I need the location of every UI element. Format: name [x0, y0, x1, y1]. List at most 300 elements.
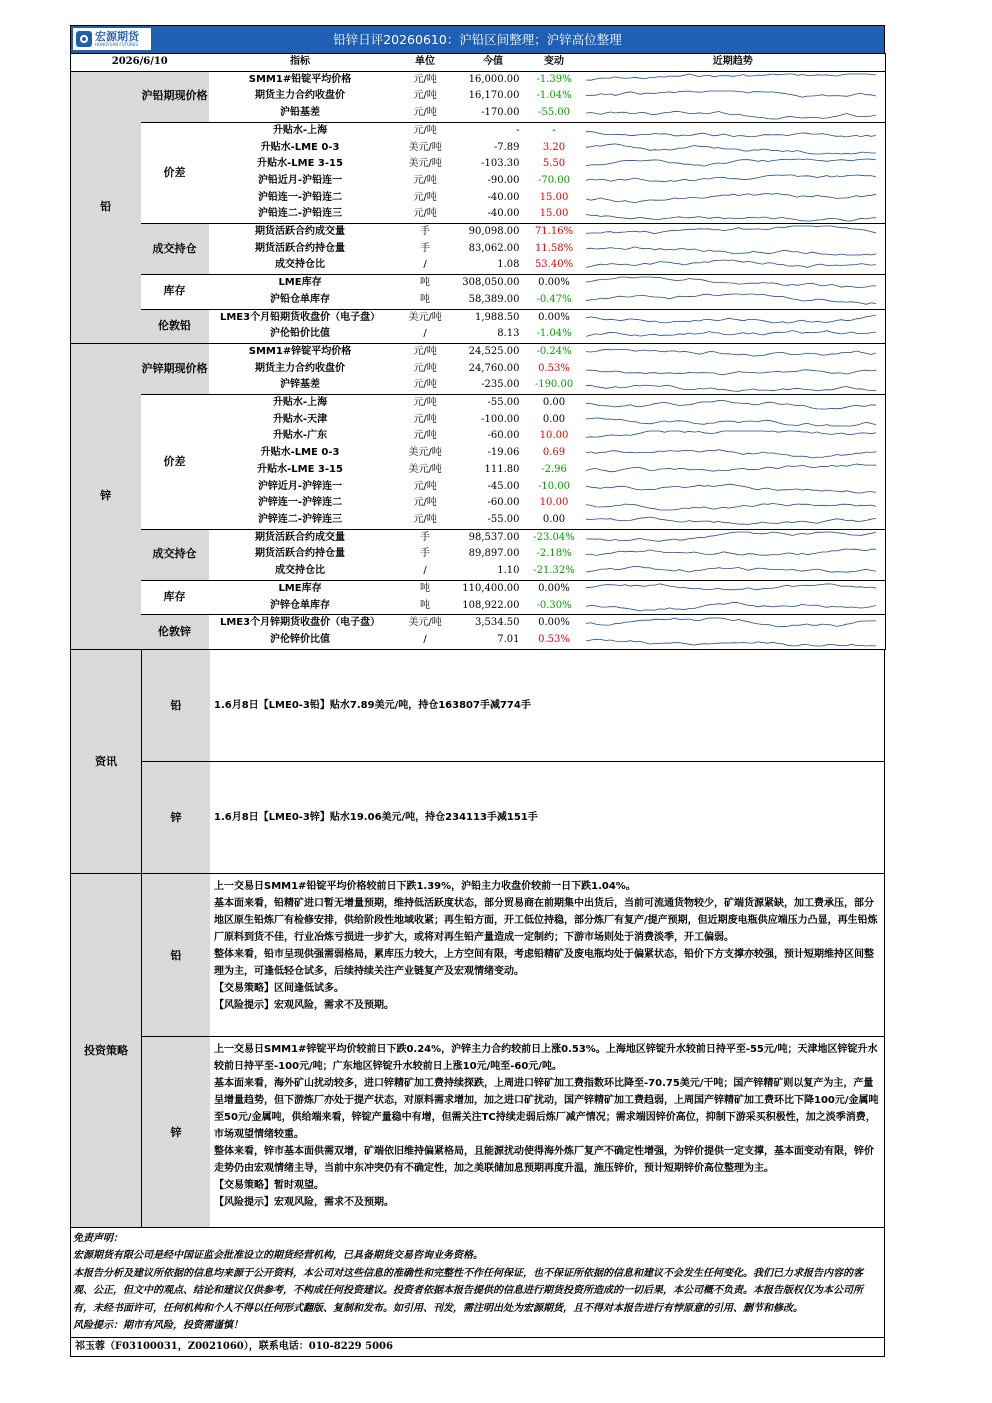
indicator-unit: /: [392, 257, 459, 274]
indicator-change: -: [552, 124, 556, 136]
trend-sparkline: [581, 140, 886, 157]
indicator-value: 7.01: [459, 632, 528, 649]
trend-sparkline: [581, 241, 886, 258]
table-row: [71, 122, 886, 139]
sparkline-chart: [581, 207, 881, 223]
indicator-name: 沪铅基差: [209, 105, 392, 122]
indicator-unit: 元/吨: [392, 512, 459, 529]
sparkline-chart: [581, 89, 881, 105]
table-row: [71, 580, 886, 597]
trend-sparkline: [581, 529, 886, 546]
indicator-name: 期货活跃合约持仓量: [255, 548, 346, 560]
sparkline-line: [586, 277, 876, 287]
indicator-change: -21.32%: [528, 563, 581, 580]
trend-sparkline: [581, 412, 886, 429]
indicator-value: -55.00: [487, 397, 520, 409]
indicator-value: 24,760.00: [468, 362, 520, 374]
indicator-name: 升贴水-LME 0-3: [260, 141, 340, 153]
trend-sparkline: [581, 361, 886, 378]
indicator-name: 成交持仓比: [209, 563, 392, 580]
indicator-name: 升贴水-广东: [272, 430, 328, 442]
indicator-name: LME库存: [278, 277, 322, 289]
indicator-name: SMM1#锌锭平均价格: [248, 345, 352, 357]
indicator-unit: 手: [420, 548, 431, 560]
sparkline-line: [586, 385, 876, 391]
sparkline-line: [586, 449, 876, 457]
trend-sparkline: [581, 580, 886, 597]
indicator-unit: 元/吨: [392, 206, 459, 223]
logo-cn: 宏源期货: [95, 30, 139, 43]
indicator-change: 0.00%: [538, 311, 570, 323]
indicator-change: 15.00: [528, 206, 581, 223]
indicator-name: 沪伦铅价比值: [209, 326, 392, 343]
indicator-unit: /: [392, 632, 459, 649]
trend-sparkline: [581, 224, 886, 241]
indicator-unit: 元/吨: [413, 430, 437, 442]
table-row: [71, 224, 886, 241]
strategy-label: 投资策略: [71, 874, 142, 1227]
header-trend: 近期趋势: [581, 54, 886, 72]
indicator-change: 71.16%: [534, 226, 574, 238]
disclaimer-line: 本报告分析及建议所依据的信息均来源于公开资料，本公司对这些信息的准确性和完整性不作任何保证，也不保证所依据的信息和建议不会发生任何变化。我们已力求报告内容的客观、公正，但文中的观点、结论和建议仅供参考，不构成任何投资建议。投资者依据本报告提供的信息进行期货投资所造成的一切后果，本公司概不负责。本报告版权仅为本公司所有，未经书面许可，任何机构和个人不得以任何形式翻版、复制和发布。如引用、刊发，需注明出处为宏源期货，且不得对本报告进行有悖原意的引用、删节和修改。: [73, 1267, 863, 1314]
sparkline-line: [586, 193, 876, 202]
indicator-value: -19.06: [487, 447, 520, 459]
indicator-unit: 元/吨: [413, 497, 437, 509]
sparkline-line: [586, 370, 876, 375]
sparkline-line: [586, 132, 876, 137]
news-lead-text: 1.6月8日【LME0-3铅】贴水7.89美元/吨，持仓163807手减774手: [214, 699, 531, 711]
sparkline-line: [586, 247, 876, 255]
sparkline-chart: [581, 412, 881, 428]
sparkline-line: [586, 618, 876, 627]
trend-sparkline: [581, 395, 886, 412]
group-label: 库存: [141, 580, 209, 614]
indicator-value: 8.13: [459, 326, 528, 343]
indicator-change: 0.53%: [538, 362, 570, 374]
trend-sparkline: [581, 173, 886, 190]
indicator-value: 58,389.00: [459, 292, 528, 309]
indicator-unit: 美元/吨: [408, 617, 442, 629]
sparkline-line: [586, 74, 876, 80]
sparkline-line: [586, 214, 876, 221]
disclaimer: [70, 1228, 885, 1338]
strategy-paragraph: 基本面来看，海外矿山扰动较多，进口锌精矿加工费持续探跌，上周进口锌矿加工费指数环比降至-70.75美元/干吨；国产锌精矿则以复产为主，产量呈增量趋势，但下游炼厂亦处于提产状态，对原料需求增加，加之进口矿扰动，国产锌精矿加工费趋弱，上周国产锌精矿加工费环比下降100元/金属吨至50元/金属吨，供给端来看，锌锭产量稳中有增，但需关注TC持续走弱后炼厂减产情况；需求端因锌价高位，抑制下游采买积极性，加之淡季消费，市场观望情绪较重。: [214, 1077, 879, 1140]
sparkline-chart: [581, 512, 881, 528]
indicator-name: 沪锌基差: [209, 377, 392, 394]
disclaimer-line: 宏源期货有限公司是经中国证监会批准设立的期货经营机构，已具备期货交易咨询业务资格。: [73, 1250, 483, 1262]
indicator-unit: /: [392, 326, 459, 343]
indicator-unit: 元/吨: [413, 191, 437, 203]
strategy-paragraph: 基本面来看，铅精矿进口暂无增量预期，维持低活跃度状态，部分贸易商在前期集中出货后，当前可流通货物较少，矿端货源紧缺，加工费承压，部分地区原生铅炼厂有检修安排，供给阶段性地域收紧；再生铅方面，开工低位持稳，部分炼厂有复产/提产预期，但近期废电瓶供应端压力凸显，再生铅炼厂原料到货不佳，行业冶炼亏损进一步扩大，或将对再生铅产量造成一定制约；下游市场则处于消费淡季，开工偏弱。: [214, 897, 878, 943]
news-lead-label: 铅: [142, 650, 210, 761]
strategy-lead-text: [210, 874, 884, 1036]
header-change: 变动: [528, 54, 581, 72]
sparkline-line: [586, 418, 876, 426]
trend-sparkline: [581, 206, 886, 223]
strategy-paragraph: 【风险提示】宏观风险，需求不及预期。: [214, 1196, 394, 1208]
sparkline-chart: [581, 563, 881, 579]
sparkline-line: [586, 484, 876, 493]
indicator-unit: 手: [420, 242, 431, 254]
disclaimer-title: 免责声明：: [73, 1232, 123, 1244]
indicator-change: 0.00: [542, 413, 566, 425]
news-zinc-label: 锌: [142, 762, 210, 873]
indicator-value: -100.00: [481, 413, 520, 425]
indicator-unit: 元/吨: [413, 90, 437, 102]
indicator-name: 期货主力合约收盘价: [255, 362, 346, 374]
group-label: 沪锌期现价格: [141, 343, 209, 394]
indicator-value: -90.00: [487, 174, 520, 186]
table-row: [71, 395, 886, 412]
indicator-table: [70, 53, 886, 650]
indicator-change: -1.04%: [528, 326, 581, 343]
sparkline-line: [586, 175, 876, 182]
indicator-name: 升贴水-LME 3-15: [257, 158, 343, 170]
sparkline-line: [586, 584, 876, 590]
indicator-name: 沪铅连一-沪铅连二: [257, 191, 343, 203]
strategy-paragraph: 【交易策略】区间逢低试多。: [214, 982, 344, 994]
indicator-name: 期货主力合约收盘价: [255, 90, 346, 102]
indicator-name: 升贴水-上海: [272, 124, 328, 136]
trend-sparkline: [581, 598, 886, 615]
group-label: 价差: [141, 122, 209, 223]
indicator-value: -60.00: [487, 430, 520, 442]
indicator-value: -40.00: [487, 191, 520, 203]
indicator-value: 24,525.00: [468, 345, 520, 357]
indicator-value: -: [516, 124, 520, 136]
trend-sparkline: [581, 512, 886, 529]
indicator-unit: 元/吨: [413, 345, 437, 357]
strategy-paragraph: 整体来看，铅市呈现供强需弱格局，累库压力较大，上方空间有限，考虑铅精矿及废电瓶均处于偏紧状态，铅价下方支撑亦较强，预计短期维持区间整理为主，可逢低轻仓试多，后续持续关注产业链复产及宏观情绪变动。: [214, 948, 874, 977]
indicator-value: -60.00: [487, 497, 520, 509]
section-label: 铅: [71, 71, 141, 343]
header-value: 今值: [459, 54, 528, 72]
table-header-row: [71, 54, 886, 72]
indicator-unit: 元/吨: [413, 73, 437, 85]
report-title: 铅锌日评20260610：沪铅区间整理；沪锌高位整理: [333, 32, 622, 47]
trend-sparkline: [581, 563, 886, 580]
trend-sparkline: [581, 190, 886, 207]
sparkline-line: [586, 549, 876, 555]
sparkline-line: [586, 350, 876, 357]
indicator-unit: 元/吨: [413, 174, 437, 186]
indicator-unit: 美元/吨: [408, 463, 442, 475]
trend-sparkline: [581, 326, 886, 343]
table-row: [71, 343, 886, 360]
trend-sparkline: [581, 105, 886, 122]
sparkline-chart: [581, 598, 881, 614]
indicator-change: 0.00: [528, 512, 581, 529]
sparkline-line: [586, 401, 876, 410]
sparkline-chart: [581, 275, 881, 291]
indicator-value: -7.89: [493, 141, 520, 153]
indicator-value: 16,170.00: [468, 90, 520, 102]
sparkline-chart: [581, 327, 881, 343]
sparkline-line: [586, 567, 876, 573]
indicator-change: 0.00%: [538, 277, 570, 289]
indicator-name: LME库存: [278, 582, 322, 594]
sparkline-chart: [581, 310, 881, 326]
sparkline-line: [586, 159, 876, 166]
trend-sparkline: [581, 428, 886, 445]
trend-sparkline: [581, 445, 886, 462]
sparkline-chart: [581, 72, 881, 88]
indicator-unit: 美元/吨: [408, 311, 442, 323]
sparkline-chart: [581, 581, 881, 597]
indicator-change: 15.00: [539, 191, 569, 203]
trend-sparkline: [581, 479, 886, 496]
trend-sparkline: [581, 122, 886, 139]
indicator-value: 111.80: [484, 463, 520, 475]
group-label: 价差: [141, 395, 209, 530]
header-unit: 单位: [392, 54, 459, 72]
indicator-value: 1.10: [459, 563, 528, 580]
sparkline-line: [586, 640, 876, 647]
sparkline-chart: [581, 123, 881, 139]
sparkline-line: [586, 464, 876, 472]
trend-sparkline: [581, 546, 886, 563]
sparkline-chart: [581, 140, 881, 156]
indicator-unit: 吨: [420, 582, 431, 594]
sparkline-line: [586, 315, 876, 323]
sparkline-chart: [581, 361, 881, 377]
analyst-contact: 祁玉蓉（F03100031，Z0021060），联系电话：010-8229 5006: [70, 1338, 885, 1357]
indicator-change: 0.53%: [528, 632, 581, 649]
sparkline-chart: [581, 344, 881, 360]
sparkline-chart: [581, 292, 881, 308]
group-label: 沪铅期现价格: [141, 71, 209, 122]
table-row: [71, 309, 886, 326]
table-row: [71, 529, 886, 546]
indicator-name: 期货活跃合约成交量: [255, 531, 346, 543]
indicator-unit: 手: [420, 531, 431, 543]
strategy-paragraph: 整体来看，锌市基本面供需双增，矿端依旧维持偏紧格局，且能源扰动使得海外炼厂复产不确定性增强，为锌价提供一定支撑，基本面变动有限，锌价走势仍由宏观情绪主导，当前中东冲突仍有不确定性，加之美联储加息预期再度升温，施压锌价，预计短期锌价高位整理为主。: [214, 1145, 874, 1174]
indicator-change: -190.00: [528, 377, 581, 394]
table-row: [71, 275, 886, 292]
indicator-unit: 手: [420, 226, 431, 238]
indicator-name: 沪锌连一-沪锌连二: [257, 497, 343, 509]
sparkline-line: [586, 503, 876, 510]
indicator-value: -235.00: [459, 377, 528, 394]
indicator-change: 3.20: [542, 141, 566, 153]
indicator-name: 升贴水-LME 0-3: [260, 447, 340, 459]
indicator-change: 10.00: [539, 497, 569, 509]
disclaimer-line: 风险提示：期市有风险，投资需谨慎！: [73, 1320, 243, 1332]
indicator-name: 沪铅仓单库存: [209, 292, 392, 309]
sparkline-line: [586, 532, 876, 541]
sparkline-line: [586, 330, 876, 336]
indicator-value: 308,050.00: [462, 277, 520, 289]
strategy-paragraph: 【交易策略】暂时观望。: [214, 1179, 324, 1191]
report-date: 2026/6/10: [71, 54, 209, 72]
sparkline-line: [586, 517, 876, 524]
sparkline-chart: [581, 429, 881, 445]
indicator-change: -0.47%: [528, 292, 581, 309]
indicator-name: 沪锌仓单库存: [209, 598, 392, 615]
group-label: 成交持仓: [141, 224, 209, 275]
logo-en: HONGYUAN FUTURES: [95, 42, 138, 47]
strategy-paragraph: 上一交易日SMM1#锌锭平均价较前日下跌0.24%，沪锌主力合约较前日上涨0.53%。上海地区锌锭升水较前日持平至-55元/吨；天津地区锌锭升水较前日持平至-100元/吨；广东地区锌锭升水较前日上涨10元/吨至-60元/吨。: [214, 1043, 878, 1072]
indicator-change: 0.00: [542, 397, 566, 409]
indicator-change: -2.96: [541, 463, 567, 475]
sparkline-chart: [581, 479, 881, 495]
indicator-name: 沪锌近月-沪锌连一: [257, 480, 343, 492]
trend-sparkline: [581, 88, 886, 105]
strategy-lead-label: 铅: [142, 874, 210, 1036]
sparkline-chart: [581, 547, 881, 563]
indicator-change: -1.04%: [536, 90, 572, 102]
group-label: 伦敦锌: [141, 615, 209, 649]
trend-sparkline: [581, 156, 886, 173]
sparkline-chart: [581, 241, 881, 257]
sparkline-chart: [581, 632, 881, 648]
indicator-name: LME3个月铅期货收盘价（电子盘）: [219, 311, 381, 323]
sparkline-line: [586, 226, 876, 234]
indicator-change: -0.30%: [528, 598, 581, 615]
indicator-change: -55.00: [528, 105, 581, 122]
indicator-unit: 吨: [392, 598, 459, 615]
indicator-change: -23.04%: [533, 531, 575, 543]
indicator-change: 10.00: [539, 430, 569, 442]
indicator-change: 0.69: [542, 447, 566, 459]
sparkline-chart: [581, 378, 881, 394]
indicator-value: 1.08: [459, 257, 528, 274]
strategy-zinc-label: 锌: [142, 1037, 210, 1227]
indicator-change: -0.24%: [536, 345, 572, 357]
indicator-name: 升贴水-上海: [272, 397, 328, 409]
indicator-name: 期货活跃合约持仓量: [255, 242, 346, 254]
indicator-change: -70.00: [538, 174, 571, 186]
trend-sparkline: [581, 495, 886, 512]
trend-sparkline: [581, 292, 886, 309]
indicator-unit: /: [392, 563, 459, 580]
table-row: [71, 615, 886, 632]
trend-sparkline: [581, 71, 886, 88]
indicator-name: 期货活跃合约成交量: [255, 226, 346, 238]
sparkline-line: [586, 260, 876, 268]
indicator-unit: 元/吨: [413, 413, 437, 425]
indicator-value: -40.00: [459, 206, 528, 223]
trend-sparkline: [581, 462, 886, 479]
news-label: 资讯: [71, 650, 142, 873]
indicator-value: 108,922.00: [459, 598, 528, 615]
indicator-value: -170.00: [459, 105, 528, 122]
indicator-value: 89,897.00: [468, 548, 520, 560]
indicator-value: -103.30: [481, 158, 520, 170]
indicator-unit: 元/吨: [413, 362, 437, 374]
indicator-change: -2.18%: [536, 548, 572, 560]
indicator-change: 53.40%: [528, 257, 581, 274]
indicator-name: 沪锌连二-沪锌连三: [209, 512, 392, 529]
indicator-value: 1,988.50: [474, 311, 520, 323]
sparkline-line: [586, 294, 876, 304]
trend-sparkline: [581, 257, 886, 274]
indicator-unit: 元/吨: [413, 397, 437, 409]
trend-sparkline: [581, 343, 886, 360]
indicator-change: 5.50: [542, 158, 566, 170]
sparkline-chart: [581, 395, 881, 411]
trend-sparkline: [581, 377, 886, 394]
strategy-zinc-text: [210, 1037, 884, 1227]
indicator-unit: 吨: [420, 277, 431, 289]
sparkline-chart: [581, 173, 881, 189]
indicator-unit: 吨: [392, 292, 459, 309]
indicator-value: 16,000.00: [468, 73, 520, 85]
indicator-unit: 美元/吨: [408, 141, 442, 153]
sparkline-chart: [581, 157, 881, 173]
indicator-name: 成交持仓比: [209, 257, 392, 274]
sparkline-chart: [581, 258, 881, 274]
indicator-change: -10.00: [538, 480, 571, 492]
indicator-name: 沪伦锌价比值: [209, 632, 392, 649]
sparkline-line: [586, 112, 876, 120]
sparkline-chart: [581, 496, 881, 512]
indicator-name: SMM1#铅锭平均价格: [248, 73, 352, 85]
indicator-name: 沪铅连二-沪铅连三: [209, 206, 392, 223]
group-label: 库存: [141, 275, 209, 309]
trend-sparkline: [581, 632, 886, 649]
indicator-name: 升贴水-天津: [272, 413, 328, 425]
sparkline-line: [586, 91, 876, 97]
strategy-paragraph: 【风险提示】宏观风险，需求不及预期。: [214, 999, 394, 1011]
indicator-unit: 元/吨: [392, 105, 459, 122]
indicator-name: 升贴水-LME 3-15: [257, 463, 343, 475]
indicator-name: LME3个月锌期货收盘价（电子盘）: [219, 617, 381, 629]
sparkline-chart: [581, 190, 881, 206]
indicator-change: 11.58%: [534, 242, 574, 254]
news-section: [70, 650, 885, 874]
indicator-name: 沪铅近月-沪铅连一: [257, 174, 343, 186]
indicator-value: 90,098.00: [468, 226, 520, 238]
indicator-unit: 元/吨: [413, 480, 437, 492]
header-indicator: 指标: [209, 54, 392, 72]
indicator-value: 83,062.00: [468, 242, 520, 254]
indicator-unit: 元/吨: [392, 377, 459, 394]
indicator-unit: 元/吨: [413, 124, 437, 136]
sparkline-chart: [581, 530, 881, 546]
table-row: [71, 71, 886, 88]
sparkline-chart: [581, 224, 881, 240]
group-label: 成交持仓: [141, 529, 209, 580]
report-page: [70, 25, 885, 1357]
section-label: 锌: [71, 343, 141, 649]
sparkline-line: [586, 144, 876, 154]
indicator-unit: 美元/吨: [408, 447, 442, 459]
indicator-change: -1.39%: [536, 73, 572, 85]
trend-sparkline: [581, 275, 886, 292]
indicator-value: -55.00: [459, 512, 528, 529]
indicator-value: 3,534.50: [474, 617, 520, 629]
news-zinc-text: 1.6月8日【LME0-3锌】贴水19.06美元/吨，持仓234113手减151手: [214, 811, 538, 823]
trend-sparkline: [581, 615, 886, 632]
report-header: [70, 25, 885, 53]
indicator-value: -45.00: [487, 480, 520, 492]
sparkline-chart: [581, 446, 881, 462]
indicator-value: 110,400.00: [462, 582, 520, 594]
indicator-value: 98,537.00: [468, 531, 520, 543]
sparkline-line: [586, 431, 876, 437]
sparkline-line: [586, 602, 876, 611]
indicator-unit: 美元/吨: [408, 158, 442, 170]
sparkline-chart: [581, 105, 881, 121]
trend-sparkline: [581, 309, 886, 326]
indicator-change: 0.00%: [538, 617, 570, 629]
strategy-paragraph: 上一交易日SMM1#铅锭平均价格较前日下跌1.39%，沪铅主力收盘价较前一日下跌1.04%。: [214, 880, 636, 892]
sparkline-chart: [581, 616, 881, 632]
indicator-change: 0.00%: [538, 582, 570, 594]
sparkline-chart: [581, 462, 881, 478]
strategy-section: [70, 874, 885, 1228]
